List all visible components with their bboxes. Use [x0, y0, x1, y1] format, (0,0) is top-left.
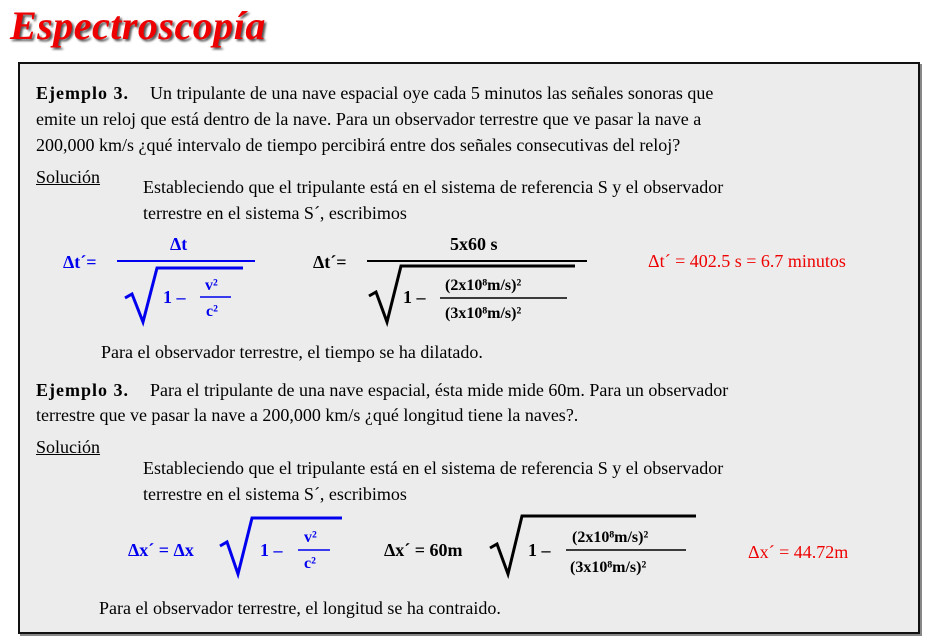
c-squared: c²	[304, 555, 316, 572]
length-contraction-substitution	[378, 510, 708, 584]
example-1-line-2: emite un reloj que está dentro de la nave. Para un observador terrestre que ve pasar la nave a	[36, 109, 702, 129]
formula-2-lhs: Δx´ = Δx	[128, 540, 194, 560]
example-2-line-1: Para el tripulante de una nave espacial, ésta mide mide 60m. Para un observador	[150, 380, 729, 400]
time-dilation-formula	[55, 228, 275, 330]
one-minus: 1 –	[163, 287, 186, 307]
solution-1-line-1: Estableciendo que el tripulante está en el sistema de referencia S y el observador	[143, 177, 724, 197]
substitution-2-lhs: Δx´ = 60m	[384, 540, 463, 560]
conclusion-2: Para el observador terrestre, el longitud se ha contraido.	[99, 598, 501, 618]
solution-2-label: Solución	[36, 437, 101, 457]
solution-2-line-1: Estableciendo que el tripulante está en el sistema de referencia S y el observador	[143, 458, 724, 478]
substitution-1-numerator: 5x60 s	[450, 234, 498, 254]
v-squared: v²	[304, 529, 317, 546]
one-minus: 1 –	[260, 540, 283, 560]
result-1: Δt´ = 402.5 s = 6.7 minutos	[648, 251, 846, 271]
example-2-label: Ejemplo 3.	[36, 380, 129, 400]
substitution-1-lhs: Δt´=	[313, 252, 347, 272]
result-2: Δx´ = 44.72m	[748, 542, 849, 562]
length-contraction-formula	[120, 510, 360, 584]
conclusion-1: Para el observador terrestre, el tiempo se ha dilatado.	[101, 342, 483, 362]
one-minus: 1 –	[528, 540, 551, 560]
speed-numerator: (2x10⁸m/s)²	[572, 529, 649, 546]
example-1-line-1: Un tripulante de una nave espacial oye cada 5 minutos las señales sonoras que	[150, 83, 714, 103]
formula-1-numerator: Δt	[170, 234, 188, 254]
example-1-line-3: 200,000 km/s ¿qué intervalo de tiempo percibirá entre dos señales consecutivas del reloj?	[36, 135, 681, 155]
solution-1-line-2: terrestre en el sistema S´, escribimos	[143, 203, 407, 223]
c-squared: c²	[206, 303, 218, 320]
speed-denominator: (3x10⁸m/s)²	[570, 559, 647, 576]
formula-1-lhs: Δt´=	[63, 252, 97, 272]
solution-2-line-2: terrestre en el sistema S´, escribimos	[143, 484, 407, 504]
speed-denominator: (3x10⁸m/s)²	[445, 305, 522, 322]
v-squared: v²	[205, 277, 218, 294]
example-2-line-2: terrestre que ve pasar la nave a 200,000 km/s ¿qué longitud tiene la naves?.	[36, 405, 579, 425]
example-1-label: Ejemplo 3.	[36, 83, 129, 103]
time-dilation-substitution	[305, 228, 595, 332]
speed-numerator: (2x10⁸m/s)²	[445, 277, 522, 294]
one-minus: 1 –	[403, 287, 426, 307]
solution-1-label: Solución	[36, 167, 101, 187]
page-title: Espectroscopía	[10, 3, 266, 48]
